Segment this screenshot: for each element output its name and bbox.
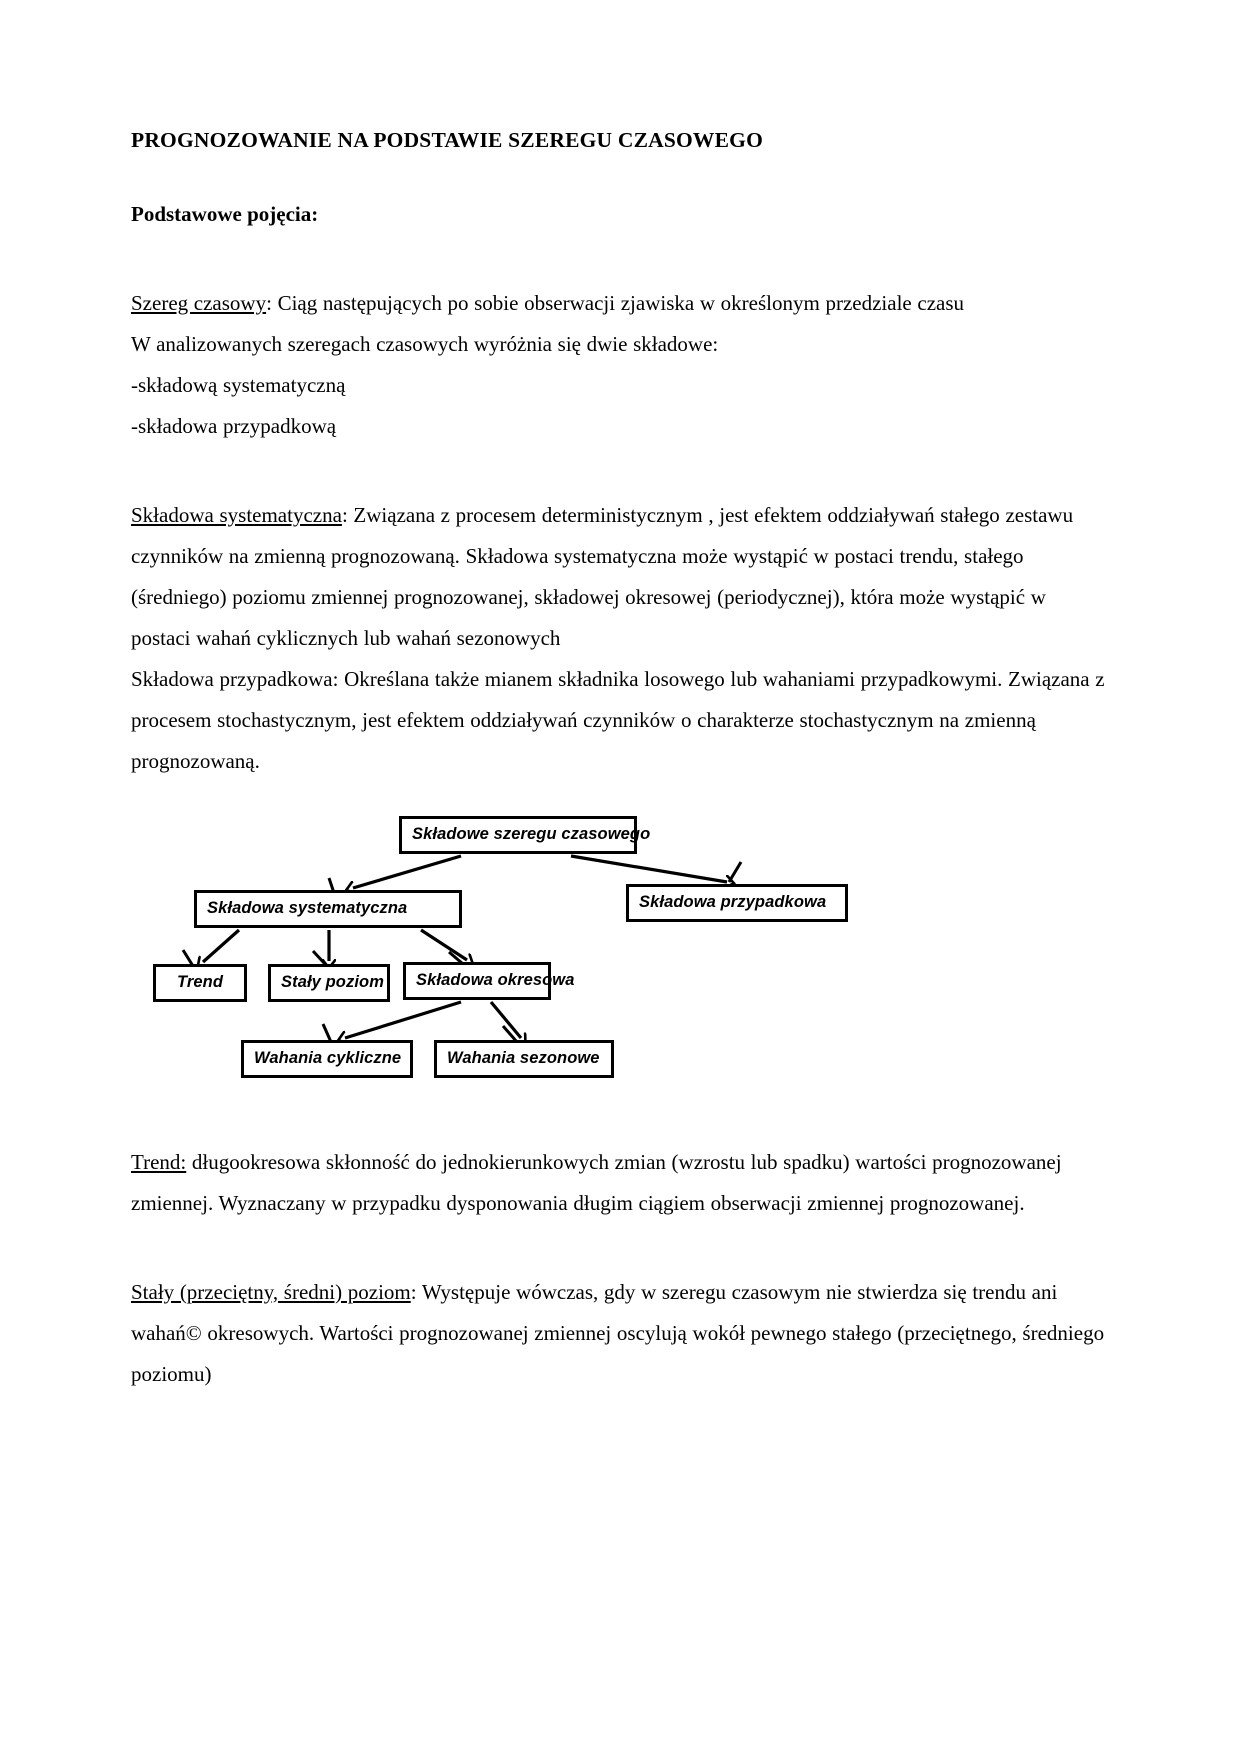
diagram-box-trend: Trend — [153, 964, 247, 1002]
definition-trend: długookresowa skłonność do jednokierunkowych zmian (wzrostu lub spadku) wartości prognozowanej zmiennej. Wyznaczany w przypadku dysponowania długim ciągiem obserwacji zmiennej prognozowanej. — [131, 1149, 1062, 1215]
diagram-box-root: Składowe szeregu czasowego — [399, 816, 637, 854]
term-staly-poziom: Stały (przeciętny, średni) poziom — [131, 1279, 411, 1304]
term-trend: Trend: — [131, 1149, 187, 1174]
paragraph-random-component: Składowa przypadkowa: Określana także mianem składnika losowego lub wahaniami przypadkowymi. Związana z procesem stochastycznym, jest efektem oddziaływań czynników o charakterze stochastycznym na zmienną prognozowaną. — [131, 666, 1105, 773]
diagram-box-systematic: Składowa systematyczna — [194, 890, 462, 928]
paragraph-two-components: W analizowanych szeregach czasowych wyróżnia się dwie składowe: — [131, 331, 719, 356]
paragraph-trend — [131, 1142, 1110, 1224]
definition-szereg-czasowy: : Ciąg następujących po sobie obserwacji zjawiska w określonym przedziale czasu — [266, 290, 965, 315]
diagram-box-seasonal-fluctuations: Wahania sezonowe — [434, 1040, 614, 1078]
diagram-box-constant-level: Stały poziom — [268, 964, 390, 1002]
time-series-components-diagram — [131, 812, 1109, 1102]
section-heading-basic-concepts: Podstawowe pojęcia: — [131, 201, 319, 226]
paragraph-time-series — [131, 283, 1110, 324]
term-szereg-czasowy: Szereg czasowy — [131, 290, 267, 315]
list-item-random-component: -składowa przypadkową — [131, 413, 337, 438]
diagram-box-periodic-component: Składowa okresowa — [403, 962, 551, 1000]
definition-skladowa-systematyczna: : Związana z procesem deterministycznym , jest efektem oddziaływań stałego zestawu czynników na zmienną prognozowaną. Składowa systematyczna może wystąpić w postaci trendu, stałego (średniego) poziomu zmiennej prognozowanej, składowej okresowej (periodycznej), która może wystąpić w postaci wahań cyklicznych lub wahań sezonowych — [131, 502, 1074, 650]
lower-text-block — [131, 1142, 1110, 1395]
page-title: PROGNOZOWANIE NA PODSTAWIE SZEREGU CZASOWEGO — [131, 128, 764, 152]
paragraph-gap-1 — [131, 447, 1110, 495]
paragraph-systematic-component — [131, 495, 1110, 659]
list-item-systematic-component: -składową systematyczną — [131, 372, 346, 397]
paragraph-gap-2 — [131, 1224, 1110, 1272]
title-spacer — [131, 152, 1110, 204]
definition-staly-poziom: : Występuje wówczas, gdy w szeregu czasowym nie stwierdza się trendu ani wahań© okresowych. Wartości prognozowanej zmiennej oscylują wokół pewnego stałego (przeciętnego, średniego poziomu) — [131, 1279, 1105, 1386]
diagram-box-random: Składowa przypadkowa — [626, 884, 848, 922]
paragraph-constant-level — [131, 1272, 1110, 1395]
diagram-box-cyclical-fluctuations: Wahania cykliczne — [241, 1040, 413, 1078]
term-skladowa-systematyczna: Składowa systematyczna — [131, 502, 342, 527]
heading-spacer — [131, 225, 1110, 283]
